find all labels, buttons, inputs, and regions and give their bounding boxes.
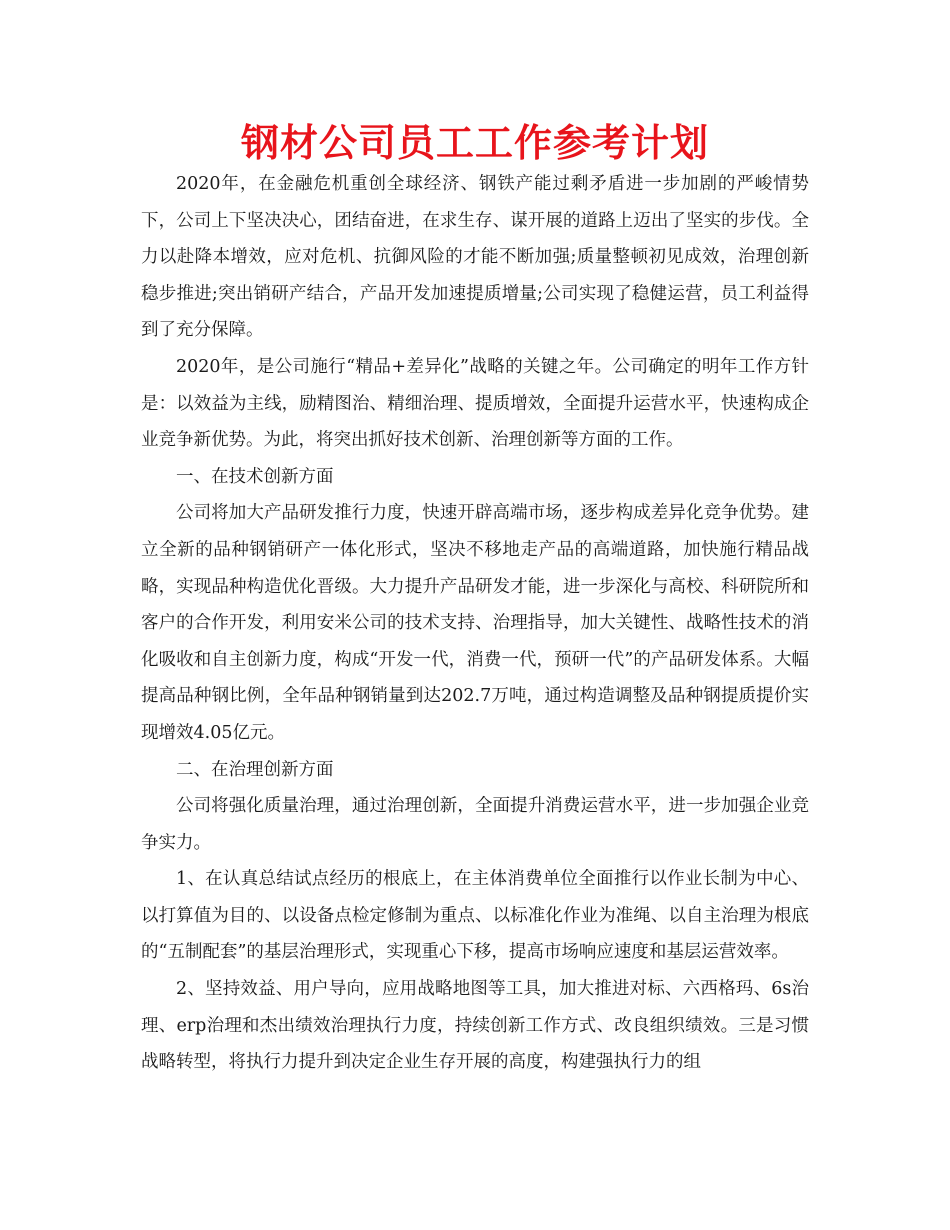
paragraph: 2020年，在金融危机重创全球经济、钢铁产能过剩矛盾进一步加剧的严峻情势下，公司上下坚决决心，团结奋进，在求生存、谋开展的道路上迈出了坚实的步伐。全力以赴降本增效，应对危机、抗御风险的才能不断加强;质量整顿初见成效，治理创新稳步推进;突出销研产结合，产品开发加速提质增量;公司实现了稳健运营，员工利益得到了充分保障。 xyxy=(141,174,809,341)
section-heading: 一、在技术创新方面 xyxy=(176,466,334,487)
section-heading: 二、在治理创新方面 xyxy=(176,759,334,780)
paragraph: 1、在认真总结试点经历的根底上，在主体消费单位全面推行以作业长制为中心、以打算值为目的、以设备点检定修制为重点、以标准化作业为准绳、以自主治理为根底的“五制配套”的基层治理形式，实现重心下移，提高市场响应速度和基层运营效率。 xyxy=(141,869,809,963)
paragraph: 2020年，是公司施行“精品+差异化”战略的关键之年。公司确定的明年工作方针是：以效益为主线，励精图治、精细治理、提质增效，全面提升运营水平，快速构成企业竞争新优势。为此，将突出抓好技术创新、治理创新等方面的工作。 xyxy=(141,356,809,451)
paragraph: 公司将加大产品研发推行力度，快速开辟高端市场，逐步构成差异化竞争优势。建立全新的品种钢销研产一体化形式，坚决不移地走产品的高端道路，加快施行精品战略，实现品种构造优化晋级。大力提升产品研发才能，进一步深化与高校、科研院所和客户的合作开发，利用安米公司的技术支持、治理指导，加大关键性、战略性技术的消化吸收和自主创新力度，构成“开发一代，消费一代，预研一代”的产品研发体系。大幅提高品种钢比例，全年品种钢销量到达202.7万吨，通过构造调整及品种钢提质提价实现增效4.05亿元。 xyxy=(141,503,809,743)
document-body xyxy=(141,166,809,1081)
paragraph: 公司将强化质量治理，通过治理创新，全面提升消费运营水平，进一步加强企业竞争实力。 xyxy=(141,796,809,853)
paragraph: 2、坚持效益、用户导向，应用战略地图等工具，加大推进对标、六西格玛、6s治理、erp治理和杰出绩效治理执行力度，持续创新工作方式、改良组织绩效。三是习惯战略转型，将执行力提升到决定企业生存开展的高度，构建强执行力的组 xyxy=(141,979,809,1073)
document-title: 钢材公司员工工作参考计划 xyxy=(240,121,709,165)
